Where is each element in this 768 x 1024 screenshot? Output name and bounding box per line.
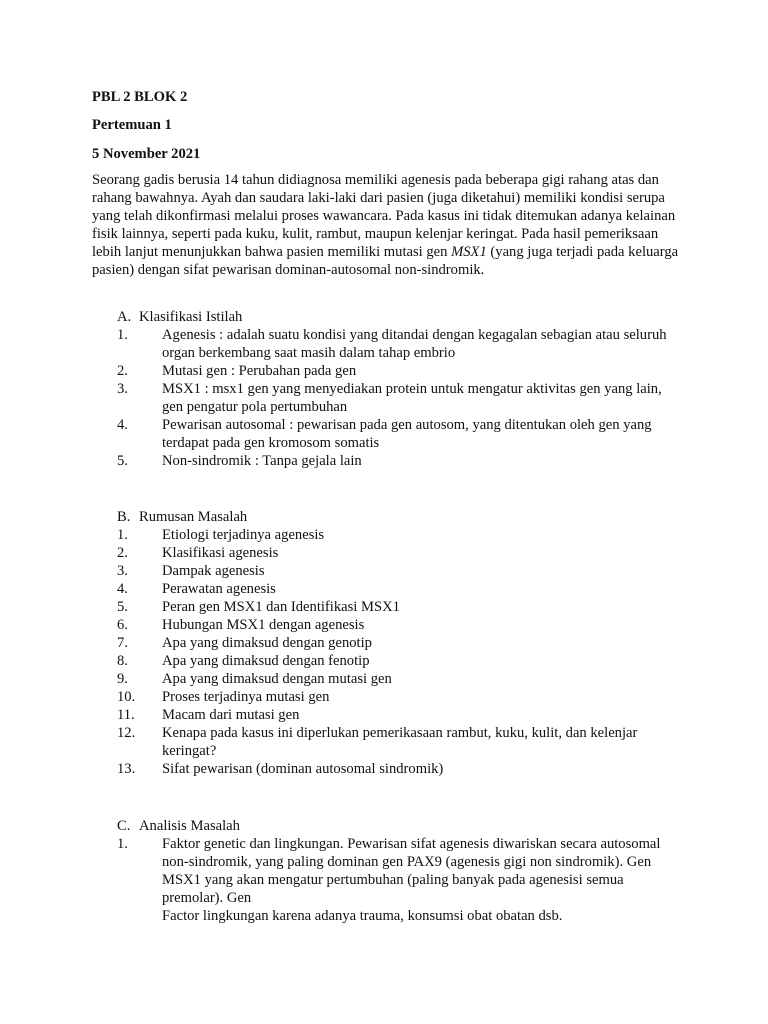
list-item-text — [162, 526, 677, 544]
section-a-list — [117, 326, 677, 470]
list-item-number: 12. — [117, 725, 136, 741]
list-item-text-extra: Factor lingkungan karena adanya trauma, konsumsi obat obatan dsb. — [162, 908, 563, 924]
list-item-text-main: Macam dari mutasi gen — [162, 707, 300, 723]
list-item-number: 4. — [117, 581, 128, 597]
list-item-text-main: Pewarisan autosomal : pewarisan pada gen autosom, yang ditentukan oleh gen yang terdapat pada gen kromosom somatis — [162, 417, 652, 451]
list-item-number: 1. — [117, 527, 128, 543]
list-item — [117, 562, 677, 580]
list-item-text-main: Apa yang dimaksud dengan mutasi gen — [162, 671, 392, 687]
list-item-number: 5. — [117, 599, 128, 615]
section-c-heading — [117, 817, 677, 835]
list-item — [117, 526, 677, 544]
section-c-letter: C. — [117, 818, 131, 834]
list-item — [117, 416, 677, 452]
section-a-heading — [117, 308, 677, 326]
list-item-text — [162, 706, 677, 724]
list-item-number: 2. — [117, 363, 128, 379]
section-b-title: Rumusan Masalah — [139, 509, 248, 525]
list-item-text-main: Kenapa pada kasus ini diperlukan pemerikasaan rambut, kuku, kulit, dan kelenjar keringat? — [162, 725, 638, 759]
list-item-text-main: Dampak agenesis — [162, 563, 265, 579]
list-item-text — [162, 326, 677, 362]
list-item-text — [162, 544, 677, 562]
list-item — [117, 760, 677, 778]
section-a-letter: A. — [117, 309, 132, 325]
list-item — [117, 380, 677, 416]
list-item-number: 9. — [117, 671, 128, 687]
list-item-text-main: Peran gen MSX1 dan Identifikasi MSX1 — [162, 599, 400, 615]
list-item-text — [162, 452, 677, 470]
section-b-letter: B. — [117, 509, 131, 525]
list-item — [117, 452, 677, 470]
list-item-text — [162, 634, 677, 652]
list-item-text-main: Etiologi terjadinya agenesis — [162, 527, 325, 543]
list-item-text-main: Proses terjadinya mutasi gen — [162, 689, 330, 705]
list-item — [117, 724, 677, 760]
intro-paragraph — [92, 171, 682, 279]
list-item-text-main: MSX1 : msx1 gen yang menyediakan protein untuk mengatur aktivitas gen yang lain, gen pengatur pola pertumbuhan — [162, 381, 662, 415]
list-item-text — [162, 724, 677, 760]
list-item — [117, 706, 677, 724]
section-b — [117, 508, 677, 778]
list-item-text-main: Mutasi gen : Perubahan pada gen — [162, 363, 357, 379]
list-item-text — [162, 362, 677, 380]
document-title: PBL 2 BLOK 2 — [92, 89, 188, 105]
list-item — [117, 326, 677, 362]
list-item-text-main: Faktor genetic dan lingkungan. Pewarisan sifat agenesis diwariskan secara autosomal non-sindromik, yang paling dominan gen PAX9 (agenesis gigi non sindromik). Gen MSX1 yang akan mengatur pertumbuhan (paling banyak pada agenesisi semua premolar). Gen — [162, 836, 661, 906]
list-item-number: 3. — [117, 381, 128, 397]
section-a — [117, 308, 677, 470]
section-c — [117, 817, 677, 925]
list-item-number: 8. — [117, 653, 128, 669]
list-item-text — [162, 652, 677, 670]
list-item — [117, 634, 677, 652]
list-item-number: 10. — [117, 689, 136, 705]
list-item-text — [162, 562, 677, 580]
list-item-text-main: Apa yang dimaksud dengan genotip — [162, 635, 372, 651]
list-item — [117, 688, 677, 706]
section-c-title: Analisis Masalah — [139, 818, 240, 834]
list-item-text-main: Apa yang dimaksud dengan fenotip — [162, 653, 370, 669]
list-item-number: 1. — [117, 836, 128, 852]
date-label: 5 November 2021 — [92, 146, 201, 162]
list-item-text-main: Non-sindromik : Tanpa gejala lain — [162, 453, 362, 469]
list-item-number: 3. — [117, 563, 128, 579]
list-item-text — [162, 616, 677, 634]
list-item-number: 7. — [117, 635, 128, 651]
list-item-number: 1. — [117, 327, 128, 343]
list-item-number: 4. — [117, 417, 128, 433]
section-c-list — [117, 835, 677, 925]
list-item-text-main: Perawatan agenesis — [162, 581, 276, 597]
list-item — [117, 835, 677, 925]
list-item — [117, 598, 677, 616]
list-item-number: 2. — [117, 545, 128, 561]
section-a-title: Klasifikasi Istilah — [139, 309, 243, 325]
list-item-text — [162, 416, 677, 452]
section-b-list — [117, 526, 677, 778]
list-item — [117, 580, 677, 598]
list-item-number: 11. — [117, 707, 135, 723]
list-item-number: 6. — [117, 617, 128, 633]
list-item-text — [162, 598, 677, 616]
intro-text-1: Seorang gadis berusia 14 tahun didiagnosa memiliki agenesis pada beberapa gigi rahang atas dan rahang bawahnya. Ayah dan saudara laki-laki dari pasien (juga diketahui) memiliki kondisi serupa yang telah dikonfirmasi melalui proses wawancara. Pada kasus ini tidak ditemukan adanya kelainan fisik lainnya, seperti pada kuku, kulit, rambut, maupun kelenjar keringat. Pada hasil pemeriksaan lebih lanjut menunjukkan bahwa pasien memiliki mutasi gen — [92, 172, 676, 260]
gene-name: MSX1 — [451, 244, 487, 260]
list-item-text — [162, 670, 677, 688]
list-item — [117, 670, 677, 688]
list-item — [117, 544, 677, 562]
list-item-text — [162, 835, 677, 925]
list-item-number: 13. — [117, 761, 136, 777]
meeting-label: Pertemuan 1 — [92, 117, 172, 133]
list-item — [117, 362, 677, 380]
list-item-text — [162, 760, 677, 778]
list-item — [117, 616, 677, 634]
list-item-text-main: Hubungan MSX1 dengan agenesis — [162, 617, 365, 633]
list-item-text — [162, 688, 677, 706]
section-b-heading — [117, 508, 677, 526]
list-item-text-main: Klasifikasi agenesis — [162, 545, 279, 561]
list-item-number: 5. — [117, 453, 128, 469]
list-item-text — [162, 380, 677, 416]
list-item-text-main: Sifat pewarisan (dominan autosomal sindromik) — [162, 761, 444, 777]
intro-text-2: (yang juga terjadi pada keluarga pasien) dengan sifat pewarisan dominan-autosomal non-sindromik. — [92, 244, 679, 278]
list-item-text-main: Agenesis : adalah suatu kondisi yang ditandai dengan kegagalan sebagian atau seluruh organ berkembang saat masih dalam tahap embrio — [162, 327, 667, 361]
list-item — [117, 652, 677, 670]
list-item-text — [162, 580, 677, 598]
